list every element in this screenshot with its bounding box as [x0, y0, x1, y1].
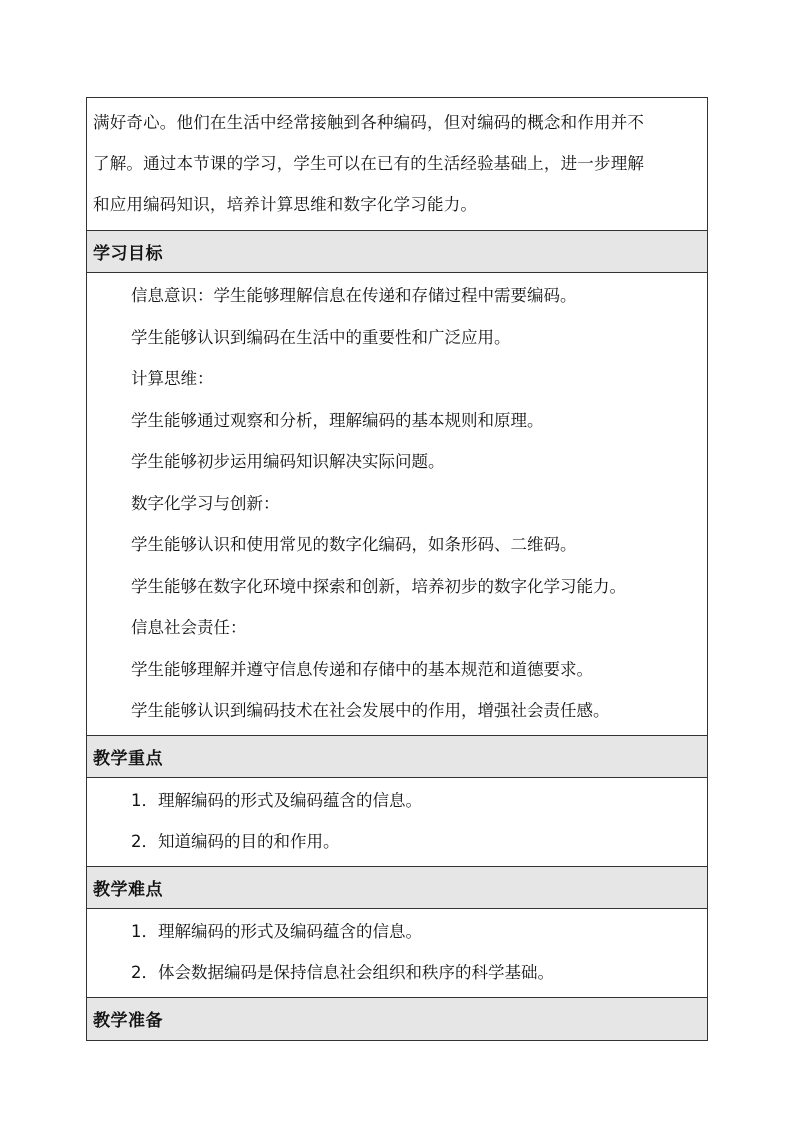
difficulty-line: 2．体会数据编码是保持信息社会组织和秩序的科学基础。	[131, 963, 554, 982]
objectives-content	[87, 273, 707, 736]
lesson-plan-table	[86, 97, 708, 1041]
intro-line: 了解。通过本节课的学习，学生可以在已有的生活经验基础上，进一步理解	[93, 154, 645, 173]
objective-line: 计算思维：	[131, 369, 214, 388]
objective-line: 学生能够通过观察和分析，理解编码的基本规则和原理。	[131, 410, 544, 430]
objective-line: 学生能够认识到编码在生活中的重要性和广泛应用。	[131, 327, 511, 347]
objective-line: 信息社会责任：	[131, 618, 247, 637]
difficulties-header: 教学难点	[87, 867, 707, 909]
difficulties-content	[87, 909, 707, 998]
intro-line: 满好奇心。他们在生活中经常接触到各种编码，但对编码的概念和作用并不	[93, 113, 645, 132]
objective-line: 学生能够初步运用编码知识解决实际问题。	[131, 452, 445, 471]
difficulty-line: 1．理解编码的形式及编码蕴含的信息。	[131, 921, 422, 941]
objective-line: 信息意识：学生能够理解信息在传递和存储过程中需要编码。	[131, 286, 577, 305]
objective-line: 学生能够认识和使用常见的数字化编码，如条形码、二维码。	[131, 535, 577, 554]
key-points-content	[87, 778, 707, 867]
objective-line: 学生能够在数字化环境中探索和创新，培养初步的数字化学习能力。	[131, 576, 626, 596]
key-point-line: 2．知道编码的目的和作用。	[131, 832, 340, 851]
preparation-header: 教学准备	[87, 998, 707, 1040]
intro-cell	[87, 98, 707, 231]
objective-line: 数字化学习与创新：	[131, 493, 280, 513]
key-point-line: 1．理解编码的形式及编码蕴含的信息。	[131, 790, 422, 810]
key-points-header: 教学重点	[87, 736, 707, 778]
objective-line: 学生能够理解并遵守信息传递和存储中的基本规范和道德要求。	[131, 659, 593, 679]
intro-line: 和应用编码知识，培养计算思维和数字化学习能力。	[93, 195, 478, 214]
objectives-header: 学习目标	[87, 231, 707, 273]
objective-line: 学生能够认识到编码技术在社会发展中的作用，增强社会责任感。	[131, 701, 610, 720]
